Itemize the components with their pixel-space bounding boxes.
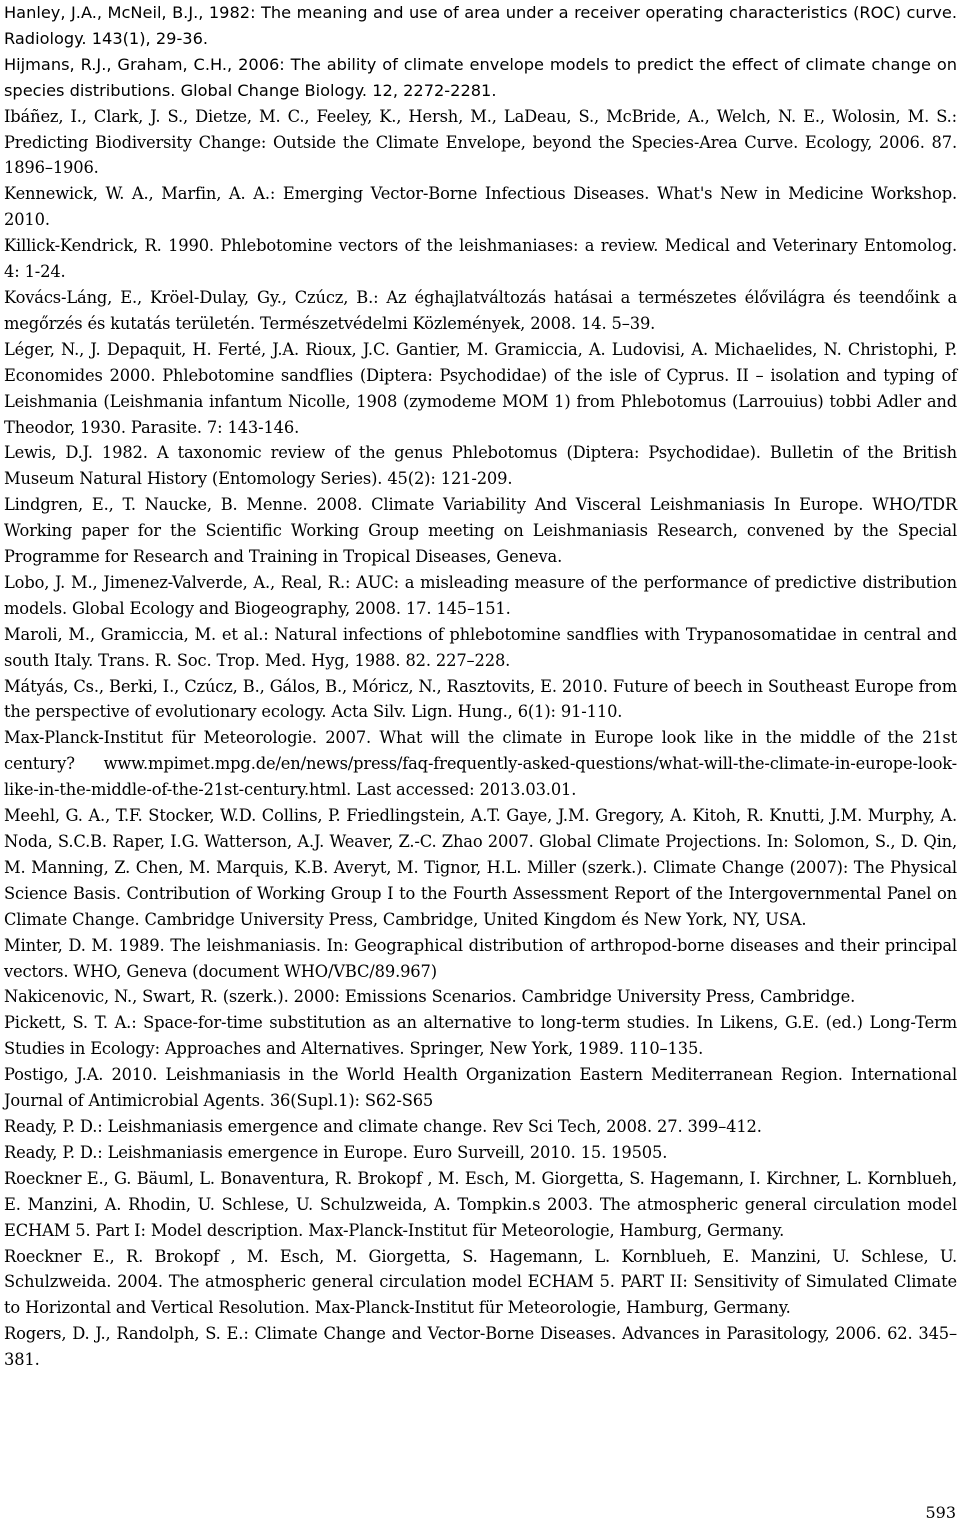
reference-entry: Meehl, G. A., T.F. Stocker, W.D. Collins, P. Friedlingstein, A.T. Gaye, J.M. Gregory, A. Kitoh, R. Knutti, J.M. Murphy, A. Noda, S.C.B. Raper, I.G. Watterson, A.J. Weaver, Z.-C. Zhao 2007. Global Climate Projections. In: Solomon, S., D. Qin, M. Manning, Z. Chen, M. Marquis, K.B. Averyt, M. Tignor, H.L. Miller (szerk.). Climate Change (2007): The Physical Science Basis. Contribution of Working Group I to the Fourth Assessment Report of the Intergovernmental Panel on Climate Change. Cambridge University Press, Cambridge, United Kingdom és New York, NY, USA. — [4, 806, 957, 929]
reference-entry: Kovács-Láng, E., Kröel-Dulay, Gy., Czúcz, B.: Az éghajlatváltozás hatásai a természetes élővilágra és teendőink a megőrzés és kutatás területén. Természetvédelmi Közlemények, 2008. 14. 5–39. — [4, 287, 957, 333]
reference-entry: Lewis, D.J. 1982. A taxonomic review of the genus Phlebotomus (Diptera: Psychodidae). Bulletin of the British Museum Natural History (Entomology Series). 45(2): 121-209. — [4, 443, 957, 489]
reference-entry: Léger, N., J. Depaquit, H. Ferté, J.A. Rioux, J.C. Gantier, M. Gramiccia, A. Ludovisi, A. Michaelides, N. Christophi, P. Economides 2000. Phlebotomine sandflies (Diptera: Psychodidae) of the isle of Cyprus. II – isolation and typing of Leishmania (Leishmania infantum Nicolle, 1908 (zymodeme MOM 1) from Phlebotomus (Larrouius) tobbi Adler and Theodor, 1930. Parasite. 7: 143-146. — [4, 339, 957, 437]
reference-entry: Lobo, J. M., Jimenez-Valverde, A., Real, R.: AUC: a misleading measure of the performance of predictive distribution models. Global Ecology and Biogeography, 2008. 17. 145–151. — [4, 572, 957, 618]
reference-entry: Kennewick, W. A., Marfin, A. A.: Emerging Vector-Borne Infectious Diseases. What's New in Medicine Workshop. 2010. — [4, 184, 957, 230]
reference-entry: Roeckner E., G. Bäuml, L. Bonaventura, R. Brokopf , M. Esch, M. Giorgetta, S. Hagemann, I. Kirchner, L. Kornblueh, E. Manzini, A. Rhodin, U. Schlese, U. Schulzweida, A. Tompkin.s 2003. The atmospheric general circulation model ECHAM 5. Part I: Model description. Max-Planck-Institut für Meteorologie, Hamburg, Germany. — [4, 1168, 957, 1240]
reference-entry: Hijmans, R.J., Graham, C.H., 2006: The ability of climate envelope models to predict the effect of climate change on species distributions. Global Change Biology. 12, 2272-2281. — [4, 54, 957, 100]
reference-entry: Pickett, S. T. A.: Space-for-time substitution as an alternative to long-term studies. In Likens, G.E. (ed.) Long-Term Studies in Ecology: Approaches and Alternatives. Springer, New York, 1989. 110–135. — [4, 1013, 957, 1059]
page-number: 593 — [925, 1503, 956, 1522]
reference-entry: Roeckner E., R. Brokopf , M. Esch, M. Giorgetta, S. Hagemann, L. Kornblueh, E. Manzini, U. Schlese, U. Schulzweida. 2004. The atmospheric general circulation model ECHAM 5. PART II: Sensitivity of Simulated Climate to Horizontal and Vertical Resolution. Max-Planck-Institut für Meteorologie, Hamburg, Germany. — [4, 1246, 957, 1318]
reference-entry: Nakicenovic, N., Swart, R. (szerk.). 2000: Emissions Scenarios. Cambridge University Press, Cambridge. — [4, 987, 856, 1007]
reference-entry: Lindgren, E., T. Naucke, B. Menne. 2008. Climate Variability And Visceral Leishmaniasis In Europe. WHO/TDR Working paper for the Scientific Working Group meeting on Leishmaniasis Research, convened by the Special Programme for Research and Training in Tropical Diseases, Geneva. — [4, 495, 957, 567]
reference-entry: Ready, P. D.: Leishmaniasis emergence and climate change. Rev Sci Tech, 2008. 27. 399–412. — [4, 1116, 762, 1136]
reference-entry: Rogers, D. J., Randolph, S. E.: Climate Change and Vector-Borne Diseases. Advances in Parasitology, 2006. 62. 345–381. — [4, 1324, 957, 1370]
reference-entry: Max-Planck-Institut für Meteorologie. 2007. What will the climate in Europe look like in the middle of the 21st century? www.mpimet.mpg.de/en/news/press/faq-frequently-asked-questions/what-will-the-climate-in-europe-look-like-in-the-middle-of-the-21st-century.html. Last accessed: 2013.03.01. — [4, 728, 957, 800]
reference-list — [4, 0, 957, 1373]
reference-entry: Killick-Kendrick, R. 1990. Phlebotomine vectors of the leishmaniases: a review. Medical and Veterinary Entomolog. 4: 1-24. — [4, 236, 957, 282]
reference-entry: Hanley, J.A., McNeil, B.J., 1982: The meaning and use of area under a receiver operating characteristics (ROC) curve. Radiology. 143(1), 29-36. — [4, 3, 957, 48]
reference-entry: Ready, P. D.: Leishmaniasis emergence in Europe. Euro Surveill, 2010. 15. 19505. — [4, 1142, 668, 1162]
reference-entry: Maroli, M., Gramiccia, M. et al.: Natural infections of phlebotomine sandflies with Trypanosomatidae in central and south Italy. Trans. R. Soc. Trop. Med. Hyg, 1988. 82. 227–228. — [4, 624, 957, 670]
reference-entry: Ibáñez, I., Clark, J. S., Dietze, M. C., Feeley, K., Hersh, M., LaDeau, S., McBride, A., Welch, N. E., Wolosin, M. S.: Predicting Biodiversity Change: Outside the Climate Envelope, beyond the Species-Area Curve. Ecology, 2006. 87. 1896–1906. — [4, 106, 957, 178]
reference-entry: Postigo, J.A. 2010. Leishmaniasis in the World Health Organization Eastern Mediterranean Region. International Journal of Antimicrobial Agents. 36(Supl.1): S62-S65 — [4, 1065, 957, 1111]
reference-entry: Minter, D. M. 1989. The leishmaniasis. In: Geographical distribution of arthropod-borne diseases and their principal vectors. WHO, Geneva (document WHO/VBC/89.967) — [4, 935, 957, 981]
reference-entry: Mátyás, Cs., Berki, I., Czúcz, B., Gálos, B., Móricz, N., Rasztovits, E. 2010. Future of beech in Southeast Europe from the perspective of evolutionary ecology. Acta Silv. Lign. Hung., 6(1): 91-110. — [4, 676, 957, 722]
